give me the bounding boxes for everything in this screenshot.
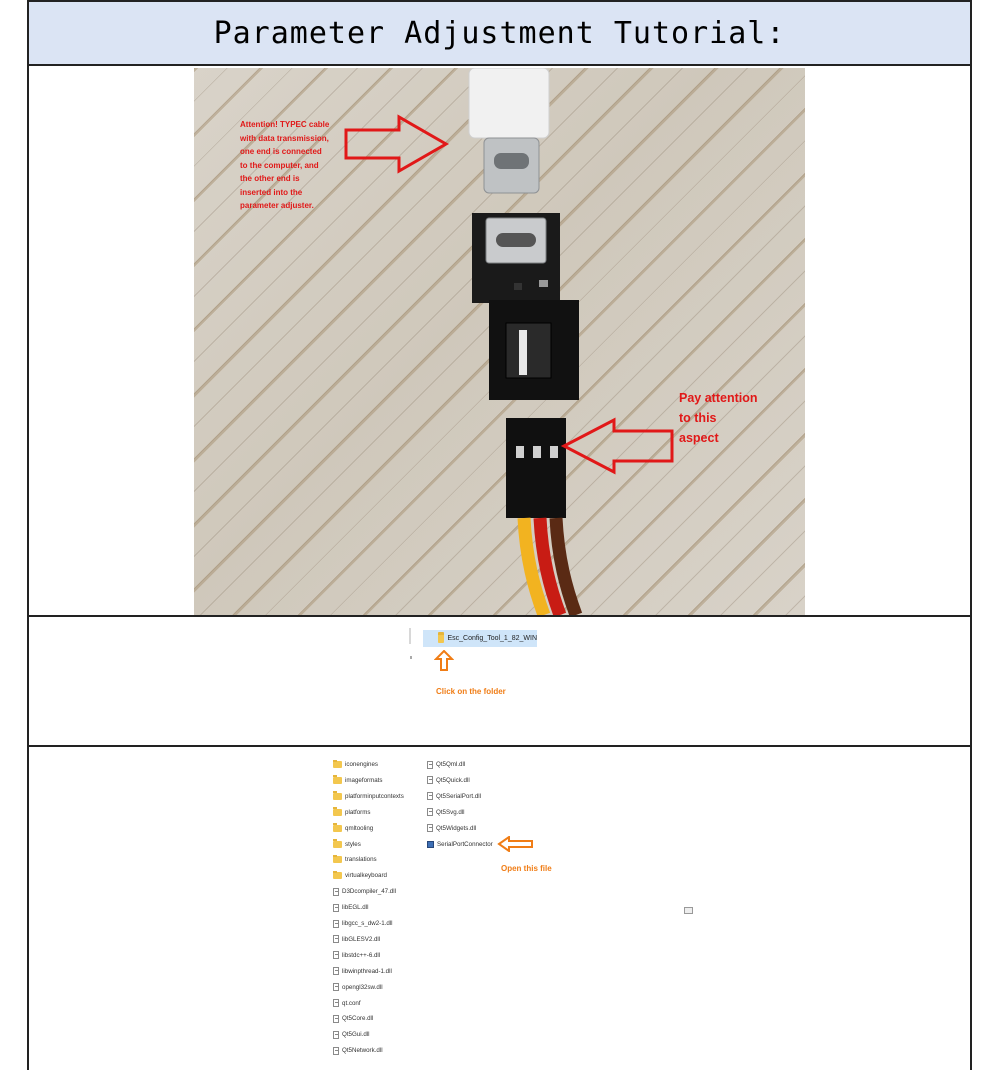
folder-icon <box>333 872 342 879</box>
title-bar <box>27 0 972 66</box>
file-icon <box>427 761 433 769</box>
file-icon <box>333 967 339 975</box>
file-item[interactable] <box>427 837 493 852</box>
file-name: opengl32sw.dll <box>342 983 383 991</box>
file-icon <box>333 951 339 959</box>
file-name: styles <box>345 840 361 848</box>
file-name: Qt5Core.dll <box>342 1015 374 1023</box>
file-icon <box>427 776 433 784</box>
file-name: platforminputcontexts <box>345 792 404 800</box>
file-name: libwinpthread-1.dll <box>342 967 392 975</box>
file-item[interactable] <box>333 884 396 899</box>
file-name: imageformats <box>345 776 383 784</box>
folder-icon <box>438 634 444 643</box>
folder-icon <box>333 841 342 848</box>
file-item[interactable] <box>427 789 481 804</box>
file-name: libEGL.dll <box>342 904 369 912</box>
file-name: Qt5Svg.dll <box>436 808 465 816</box>
file-item[interactable] <box>427 773 470 788</box>
file-item[interactable] <box>333 996 361 1011</box>
file-icon <box>427 792 433 800</box>
file-item[interactable] <box>333 789 404 804</box>
esc-config-folder[interactable] <box>423 630 537 647</box>
page-title: Parameter Adjustment Tutorial: <box>213 15 786 51</box>
folder-icon <box>333 856 342 863</box>
file-name: qmltooling <box>345 824 374 832</box>
file-name: Qt5Network.dll <box>342 1047 383 1055</box>
file-name: SerialPortConnector <box>437 840 493 848</box>
file-item[interactable] <box>333 837 361 852</box>
image-placeholder-icon <box>684 907 693 914</box>
file-name: translations <box>345 856 377 864</box>
file-icon <box>333 904 339 912</box>
file-name: virtualkeyboard <box>345 872 387 880</box>
file-item[interactable] <box>333 773 382 788</box>
file-name: libGLESV2.dll <box>342 935 381 943</box>
file-item[interactable] <box>333 852 377 867</box>
file-item[interactable] <box>333 916 393 931</box>
file-icon <box>333 1015 339 1023</box>
file-name: Qt5Quick.dll <box>436 776 470 784</box>
file-name: iconengines <box>345 761 379 768</box>
file-name: D3Dcompiler_47.dll <box>342 888 396 896</box>
file-item[interactable] <box>333 821 373 836</box>
file-icon <box>333 999 339 1007</box>
file-icon <box>427 824 433 832</box>
connection-photo <box>194 68 805 615</box>
file-name: Qt5Gui.dll <box>342 1031 370 1039</box>
file-item[interactable] <box>427 805 465 820</box>
file-name: Qt5SerialPort.dll <box>436 792 482 800</box>
file-item[interactable] <box>333 948 380 963</box>
tree-chevron-icon <box>410 656 412 659</box>
folder-icon <box>333 761 342 768</box>
attention-annotation: Pay attention to this aspect <box>679 391 758 445</box>
file-item[interactable] <box>333 868 387 883</box>
folder-icon <box>333 809 342 816</box>
section-divider <box>27 745 972 747</box>
file-item[interactable] <box>333 932 380 947</box>
file-icon <box>333 888 339 896</box>
file-item[interactable] <box>333 900 368 915</box>
file-name: platforms <box>345 808 371 816</box>
file-name: Qt5Widgets.dll <box>436 824 477 832</box>
section-divider <box>27 615 972 617</box>
folder-icon <box>333 777 342 784</box>
folder-icon <box>333 793 342 800</box>
file-item[interactable] <box>427 757 465 772</box>
up-arrow-icon <box>434 650 454 672</box>
file-explorer-panel <box>310 750 640 1068</box>
file-item[interactable] <box>333 757 378 772</box>
file-name: libstdc++-6.dll <box>342 951 381 959</box>
file-name: qt.conf <box>342 999 361 1007</box>
file-item[interactable] <box>333 1011 373 1026</box>
file-item[interactable] <box>427 821 476 836</box>
file-icon <box>333 983 339 991</box>
file-icon <box>427 808 433 816</box>
file-item[interactable] <box>333 1043 383 1058</box>
folder-instruction: Click on the folder <box>436 687 506 696</box>
file-icon <box>333 1047 339 1055</box>
application-icon <box>427 841 434 848</box>
file-item[interactable] <box>333 980 383 995</box>
folder-name: Esc_Config_Tool_1_82_WIN <box>447 635 537 642</box>
file-item[interactable] <box>333 805 370 820</box>
file-name: Qt5Qml.dll <box>436 761 466 768</box>
cable-annotation: Attention! TYPEC cable with data transmission, one end is connected to the computer, and the other end is inserted into the parameter adjuster. <box>240 120 330 210</box>
file-icon <box>333 920 339 928</box>
file-name: libgcc_s_dw2-1.dll <box>342 920 393 927</box>
tree-scrollbar <box>409 628 411 644</box>
file-icon <box>333 935 339 943</box>
file-item[interactable] <box>333 964 392 979</box>
folder-icon <box>333 825 342 832</box>
left-arrow-icon <box>497 836 535 852</box>
file-instruction: Open this file <box>501 864 552 873</box>
file-item[interactable] <box>333 1027 370 1042</box>
file-icon <box>333 1031 339 1039</box>
